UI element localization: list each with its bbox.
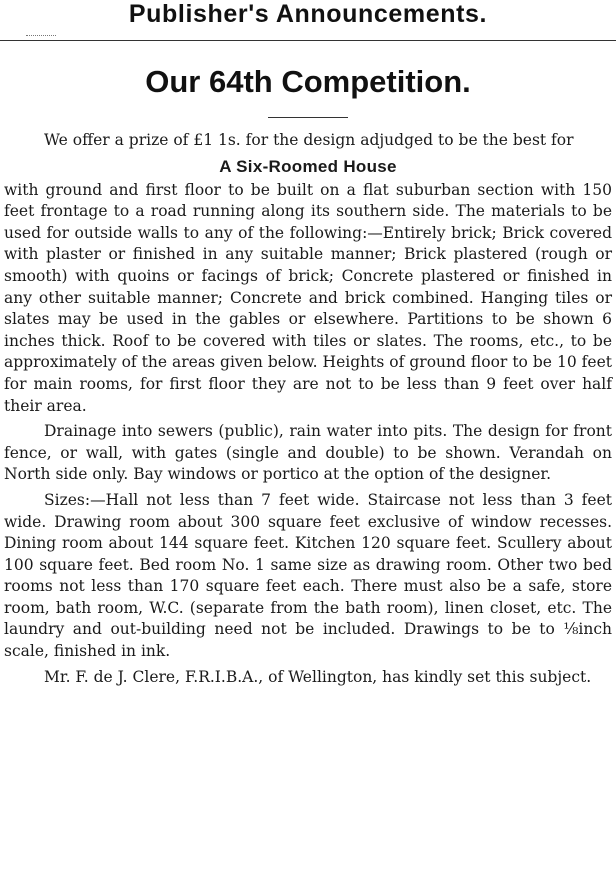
intro-paragraph: We offer a prize of £1 1s. for the design adjudged to be the best for [44,131,574,149]
house-subheading: A Six-Roomed House [219,156,397,176]
drainage-paragraph: Drainage into sewers (public), rain water into pits. The design for front fence, or wall, with gates (single and double) to be shown. Verandah on North side only. Bay windows or portico at the option of the designer. [4,422,612,484]
section-heading: Publisher's Announcements. [128,0,488,28]
heading-rule [0,40,616,41]
title-rule [268,117,348,118]
rule-smudge [26,35,56,39]
credit-paragraph: Mr. F. de J. Clere, F.R.I.B.A., of Wellington, has kindly set this subject. [44,667,592,686]
article-body [4,130,612,692]
sizes-paragraph: Sizes:—Hall not less than 7 feet wide. Staircase not less than 3 feet wide. Drawing room about 300 square feet exclusive of window recesses. Dining room about 144 square feet. Kitchen 120 square feet. Scullery about 100 square feet. Bed room No. 1 same size as drawing room. Other two bed rooms not less than 170 square feet each. There must also be a safe, store room, bath room, W.C. (separate from the bath room), linen closet, etc. The laundry and out-building need not be included. Drawings to be to ⅛inch scale, finished in ink. [4,490,612,661]
specification-paragraph: with ground and first floor to be built on a flat suburban section with 150 feet frontage to a road running along its southern side. The materials to be used for outside walls to any of the following:—Entirely brick; Brick covered with plaster or finished in any suitable manner; Brick plastered (rough or smooth) with quoins or facings of brick; Concrete plastered or finished in any other suitable manner; Concrete and brick combined. Hanging tiles or slates may be used in the gables or elsewhere. Partitions to be shown 6 inches thick. Roof to be covered with tiles or slates. The rooms, etc., to be approximately of the areas given below. Heights of ground floor to be 10 feet for main rooms, for first floor they are not to be less than 9 feet over half their area. [4,180,612,415]
competition-title: Our 64th Competition. [145,64,471,99]
